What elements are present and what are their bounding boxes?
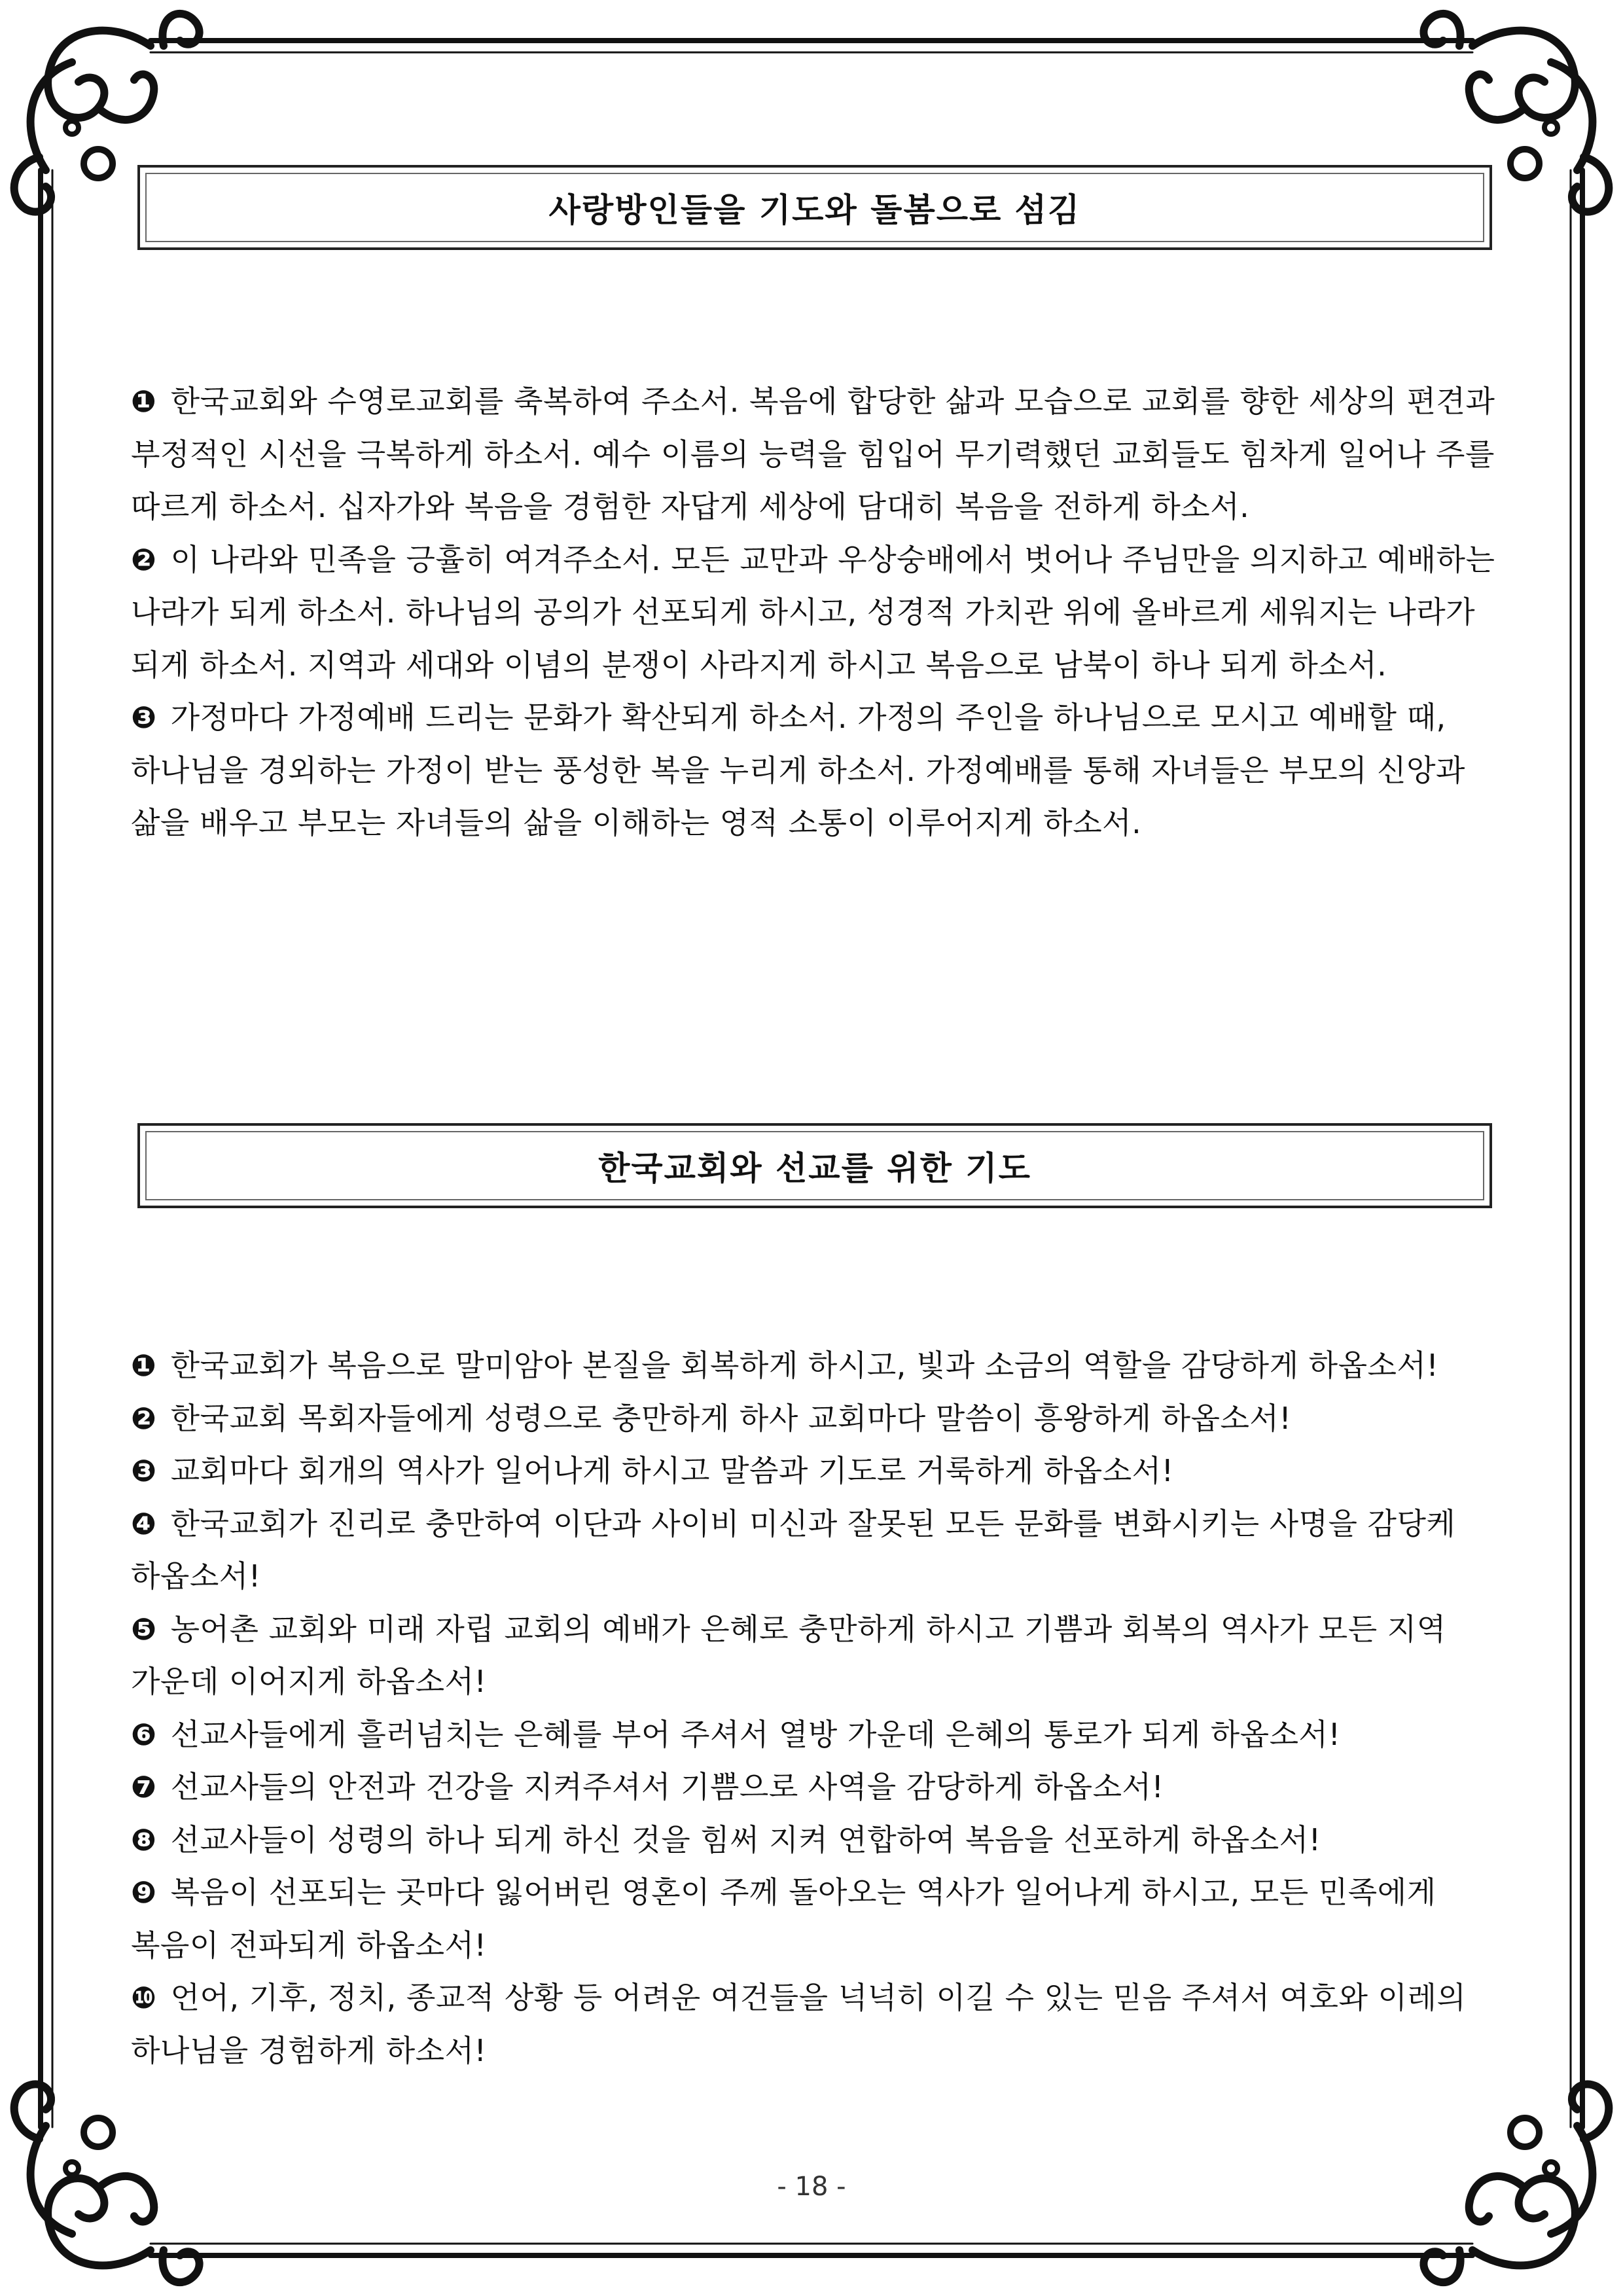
item-marker: ❽ xyxy=(131,1821,157,1857)
prayer-item xyxy=(131,1708,1499,1761)
item-text: 선교사들이 성령의 하나 되게 하신 것을 힘써 지켜 연합하여 복음을 선포하게 하옵소서! xyxy=(170,1821,1321,1857)
page-number: - 18 - xyxy=(777,2172,846,2202)
section-title-box-1 xyxy=(137,165,1492,250)
item-text: 한국교회가 진리로 충만하여 이단과 사이비 미신과 잘못된 모든 문화를 변화시키는 사명을 감당케 하옵소서! xyxy=(131,1505,1456,1594)
prayer-item xyxy=(131,691,1499,850)
prayer-item xyxy=(131,1444,1499,1498)
item-marker: ❼ xyxy=(131,1769,157,1804)
item-marker: ❺ xyxy=(131,1611,157,1647)
item-marker: ❹ xyxy=(131,1505,157,1541)
item-text: 선교사들의 안전과 건강을 지켜주셔서 기쁨으로 사역을 감당하게 하옵소서! xyxy=(170,1769,1164,1804)
item-marker: ❸ xyxy=(131,700,157,735)
prayer-item xyxy=(131,1761,1499,1814)
item-text: 농어촌 교회와 미래 자립 교회의 예배가 은혜로 충만하게 하시고 기쁨과 회복의 역사가 모든 지역 가운데 이어지게 하옵소서! xyxy=(131,1611,1446,1699)
item-text: 가정마다 가정예배 드리는 문화가 확산되게 하소서. 가정의 주인을 하나님으로 모시고 예배할 때, 하나님을 경외하는 가정이 받는 풍성한 복을 누리게 하소서. 가정예배를 통해 자녀들은 부모의 신앙과 삶을 배우고 부모는 자녀들의 삶을 이해하는 영적 소통이 이루어지게 하소서. xyxy=(131,700,1465,840)
prayer-item xyxy=(131,375,1499,533)
section-title-box-2 xyxy=(137,1123,1492,1208)
prayer-item xyxy=(131,1339,1499,1392)
item-marker: ❷ xyxy=(131,1400,157,1436)
prayer-item xyxy=(131,1498,1499,1603)
prayer-item xyxy=(131,533,1499,692)
prayer-list-1 xyxy=(131,375,1499,850)
item-marker: ❸ xyxy=(131,1453,157,1488)
item-text: 복음이 선포되는 곳마다 잃어버린 영혼이 주께 돌아오는 역사가 일어나게 하시고, 모든 민족에게 복음이 전파되게 하옵소서! xyxy=(131,1874,1436,1963)
item-text: 한국교회와 수영로교회를 축복하여 주소서. 복음에 합당한 삶과 모습으로 교회를 향한 세상의 편견과 부정적인 시선을 극복하게 하소서. 예수 이름의 능력을 힘입어 무기력했던 교회들도 힘차게 일어나 주를 따르게 하소서. 십자가와 복음을 경험한 자답게 세상에 담대히 복음을 전하게 하소서. xyxy=(131,384,1495,524)
item-text: 선교사들에게 흘러넘치는 은혜를 부어 주셔서 열방 가운데 은혜의 통로가 되게 하옵소서! xyxy=(170,1716,1341,1752)
item-marker: ❶ xyxy=(131,384,157,419)
item-text: 이 나라와 민족을 긍휼히 여겨주소서. 모든 교만과 우상숭배에서 벗어나 주님만을 의지하고 예배하는 나라가 되게 하소서. 하나님의 공의가 선포되게 하시고, 성경적 가치관 위에 올바르게 세워지는 나라가 되게 하소서. 지역과 세대와 이념의 분쟁이 사라지게 하시고 복음으로 남북이 하나 되게 하소서. xyxy=(131,541,1495,683)
item-text: 한국교회 목회자들에게 성령으로 충만하게 하사 교회마다 말씀이 흥왕하게 하옵소서! xyxy=(170,1400,1292,1436)
item-marker: ❶ xyxy=(131,1348,157,1383)
prayer-item xyxy=(131,1971,1499,2077)
item-text: 언어, 기후, 정치, 종교적 상황 등 어려운 여건들을 넉넉히 이길 수 있는 믿음 주셔서 여호와 이레의 하나님을 경험하게 하소서! xyxy=(131,1980,1467,2068)
item-marker: ❻ xyxy=(131,1716,157,1752)
item-text: 한국교회가 복음으로 말미암아 본질을 회복하게 하시고, 빛과 소금의 역할을 감당하게 하옵소서! xyxy=(170,1348,1439,1383)
prayer-item xyxy=(131,1392,1499,1445)
prayer-list-2 xyxy=(131,1339,1499,2077)
item-text: 교회마다 회개의 역사가 일어나게 하시고 말씀과 기도로 거룩하게 하옵소서! xyxy=(170,1453,1174,1488)
section-title-1: 사랑방인들을 기도와 돌봄으로 섬김 xyxy=(548,191,1081,229)
section-title-2: 한국교회와 선교를 위한 기도 xyxy=(598,1149,1031,1187)
prayer-item xyxy=(131,1866,1499,1971)
item-marker: ❿ xyxy=(131,1980,157,2015)
prayer-item xyxy=(131,1814,1499,1867)
item-marker: ❾ xyxy=(131,1874,157,1910)
item-marker: ❷ xyxy=(131,541,157,577)
prayer-item xyxy=(131,1603,1499,1708)
